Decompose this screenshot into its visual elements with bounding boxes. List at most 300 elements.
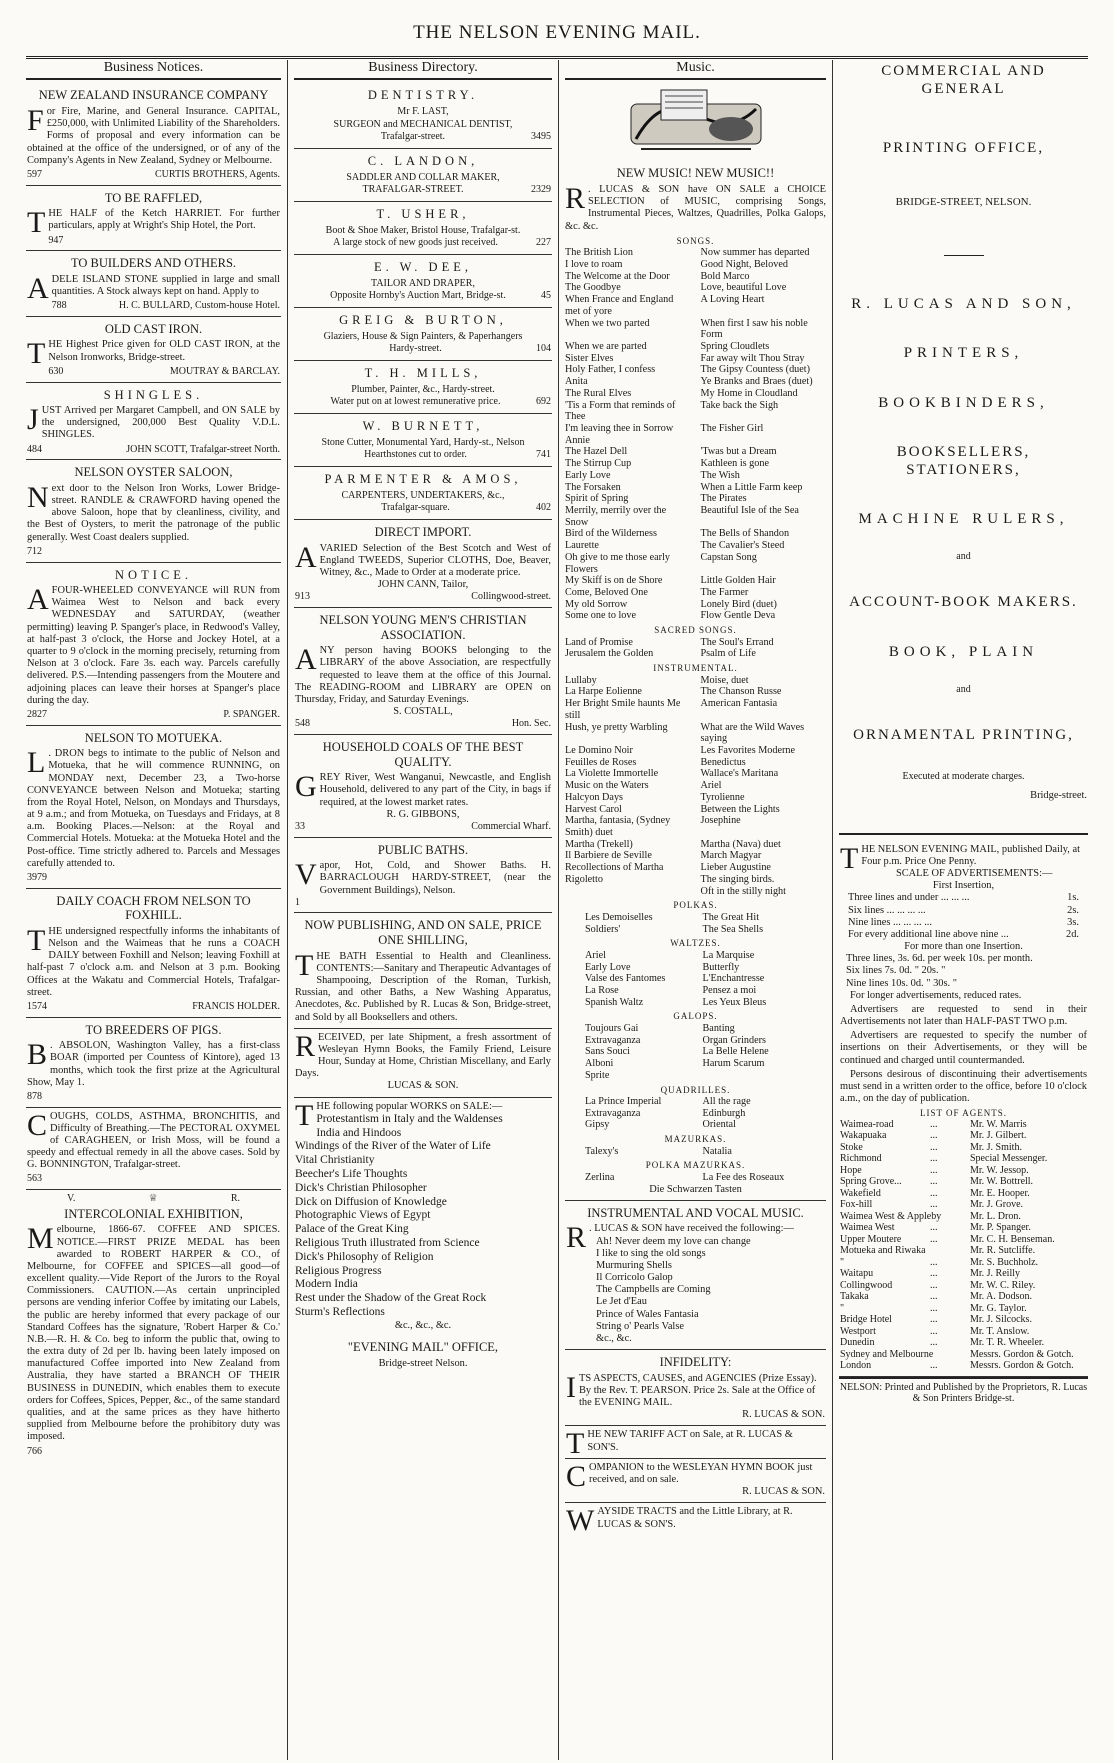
ad-text: L . DRON begs to intimate to the public of Nelson and Motueka, that he will commence RUNNING, on MONDAY next, December 23, a Two-horse CONVEYANCE between Nelson and Motueka; starting from the Royal Hotel, Nelson, on Mondays and Thursdays, at 9 a.m.; and from Motueka, on Tuesdays and Fridays, at 8 a.m. Booking Places.—Nelson: at the Royal and Commercial Hotels. Motueka: at the Motueka Hotel and the Post-office. Time strictly adhered to. Parcels and Messages carefully attended to. (27, 746, 280, 869)
ad-body (27, 1040, 280, 1089)
agent-place: Hope (840, 1164, 862, 1176)
music-title: Extravaganza (585, 1034, 641, 1046)
music-title: Talexy's (585, 1145, 619, 1157)
crest-line (27, 1193, 280, 1205)
tariff-ad (565, 1426, 826, 1461)
directory-ad (294, 1029, 552, 1098)
agent-name: Mr. J. Grove. (970, 1199, 1024, 1211)
music-title: Feuilles de Roses (565, 756, 637, 768)
ad-number: 1 (295, 896, 300, 908)
agent-place: Stoke (840, 1141, 863, 1153)
rate-label: Three lines and under ... ... ... (848, 892, 970, 904)
ad-title: INFIDELITY: (659, 1355, 732, 1370)
music-title: Love, beautiful Love (700, 282, 787, 294)
music-section-list (565, 950, 826, 1009)
music-title: The singing birds. (700, 873, 775, 885)
agent-place: Takaka (840, 1291, 869, 1303)
music-title: Now summer has departed (700, 247, 810, 259)
drop-cap: A (27, 583, 49, 617)
agent-row (840, 1337, 1087, 1349)
printing-street: BRIDGE-STREET, NELSON. (895, 195, 1032, 208)
agent-place: " (840, 1256, 845, 1268)
agent-place: Sydney and Melbourne (840, 1348, 934, 1360)
music-title: What are the Wild Waves saying (700, 721, 805, 745)
agent-row (840, 1142, 1087, 1154)
ad-title: OLD CAST IRON. (104, 321, 203, 336)
listing-name: GREIG & BURTON, (339, 313, 507, 328)
ad-signature (295, 591, 551, 603)
music-section-heading: WALTZES. (670, 938, 721, 949)
music-title: I love to roam (565, 258, 623, 270)
drop-cap: J (27, 403, 39, 437)
listing-line (295, 502, 551, 514)
ad-title: SHINGLES. (103, 387, 204, 402)
column-rule (558, 60, 559, 1760)
ad-signature (27, 872, 280, 884)
music-title: The Farmer (700, 587, 749, 599)
ad-number: 630 (48, 365, 64, 377)
agent-place: Westport (840, 1325, 876, 1337)
listing-line: Boot & Shoe Maker, Bristol House, Trafalgar-st. (325, 224, 521, 236)
drop-cap: V (295, 858, 317, 892)
music-title: Oft in the stilly night (700, 885, 786, 897)
ad-number: 2329 (530, 184, 551, 196)
music-title: Il Barbiere de Seville (565, 850, 652, 862)
agent-name: Mr. T. Anslow. (970, 1325, 1030, 1337)
scale-note: Advertisers are requested to specify the number of insertions on their Advertisements, or they will be continued and charged until countermanded. (840, 1030, 1087, 1066)
agent-name: Mr. G. Taylor. (970, 1302, 1027, 1314)
drop-cap: R (295, 1029, 316, 1063)
music-title: The Rural Elves (565, 387, 632, 399)
music-title: Far away wilt Thou Stray (700, 352, 805, 364)
ad-number: 788 (51, 300, 67, 312)
directory-listing (294, 255, 552, 308)
notice-ad (26, 460, 281, 562)
music-title: Moise, duet (700, 674, 749, 686)
agent-place: Upper Moutere (840, 1233, 902, 1245)
notice-ad (26, 563, 281, 726)
ad-address: Commercial Wharf. (471, 820, 551, 832)
listing-text: Water put on at lowest remunerative price. (330, 396, 501, 408)
scale-note: For longer advertisements, reduced rates. (850, 989, 1022, 1001)
music-section-list (565, 1023, 826, 1082)
music-title: La Violette Immortelle (565, 768, 659, 780)
agent-name: Mr. J. Reilly (970, 1268, 1021, 1280)
directory-ad (294, 913, 552, 1028)
ad-text: For Fire, Marine, and General Insurance. CAPITAL, £250,000, with Unlimited Liability of the Shareholders. Forms of proposal and every information can be obtained at the office of the undersigned, or of any of the Company's Agents in New Zealand, Sydney or Melbourne. (27, 104, 280, 166)
imprint: NELSON: Printed and Published by the Proprietors, R. Lucas & Son Printers Bridge-st. (839, 1377, 1088, 1405)
listing-name: T. H. MILLS, (364, 366, 482, 381)
music-section-heading: SACRED SONGS. (654, 625, 737, 636)
column-heading: Music. (565, 60, 826, 80)
notice-ad (26, 726, 281, 889)
works-intro: THE following popular WORKS on SALE:— (295, 1098, 503, 1132)
music-title: The Wish (700, 469, 740, 481)
agent-dots: ... (930, 1233, 938, 1245)
music-section-heading: MAZURKAS. (664, 1134, 727, 1145)
work-title: Protestantism in Italy and the Waldenses (316, 1112, 503, 1125)
music-title: Sprite (585, 1069, 610, 1081)
ad-title: PUBLIC BATHS. (377, 842, 469, 857)
ad-title: TO BUILDERS AND OTHERS. (70, 256, 237, 271)
music-title: Land of Promise (565, 636, 633, 648)
music-title: Bird of the Wilderness (565, 528, 657, 540)
listing-line: Stone Cutter, Monumental Yard, Hardy-st., Nelson (321, 436, 525, 448)
agent-dots: ... (930, 1118, 938, 1130)
agent-name: Special Messenger. (970, 1153, 1048, 1165)
ad-signer: R. G. GIBBONS, (386, 808, 460, 820)
agent-place: Waitapu (840, 1268, 874, 1280)
listing-line: Glaziers, House & Sign Painters, & Paperhangers (323, 330, 523, 342)
agent-name: Mr. R. Sutcliffe. (970, 1245, 1036, 1257)
ad-number: 227 (536, 237, 551, 249)
music-intro: R . LUCAS & SON have ON SALE a CHOICE SELECTION of MUSIC, comprising Songs, Instrumental Pieces, Waltzes, Quadrilles, Polka Galops, &c. &c. (565, 182, 826, 232)
ad-text: THE Highest Price given for OLD CAST IRON, at the Nelson Ironworks, Bridge-street. (27, 337, 280, 371)
music-title: Benedictus (700, 756, 746, 768)
agent-dots: ... (930, 1141, 938, 1153)
ad-signature (52, 300, 280, 312)
music-title: Come, Beloved One (565, 587, 648, 599)
directory-ad (294, 735, 552, 838)
printing-office-ad (839, 60, 1088, 835)
scale-first: First Insertion, (932, 880, 995, 892)
music-title: My Home in Cloudland (700, 387, 798, 399)
rate-value: 1s. (1067, 892, 1079, 904)
music-title: When we two parted (565, 317, 650, 329)
music-title: Toujours Gai (585, 1022, 639, 1034)
piece-title: The Campbells are Coming (596, 1284, 711, 1296)
piece-title: &c., &c. (596, 1332, 632, 1344)
drop-cap: G (295, 770, 317, 804)
ad-number: 913 (295, 591, 310, 603)
agent-place: Bridge Hotel (840, 1314, 892, 1326)
agent-place: Collingwood (840, 1279, 893, 1291)
notice-ad (26, 83, 281, 185)
agent-row (840, 1153, 1087, 1165)
agent-dots: ... (930, 1268, 938, 1280)
notice-ad (26, 1018, 281, 1108)
music-title: When we are parted (565, 340, 647, 352)
piece-list (566, 1236, 825, 1346)
scale-more: For more than one Insertion. (904, 941, 1023, 953)
drop-cap: A (295, 643, 317, 677)
agent-name: Mr. A. Dodson. (970, 1291, 1032, 1303)
ad-signature (27, 1001, 280, 1013)
music-title: Gipsy (585, 1119, 610, 1131)
agent-dots: ... (930, 1176, 938, 1188)
printing-service: and (956, 550, 971, 562)
music-title: La Marquise (702, 949, 755, 961)
printing-service: ACCOUNT-BOOK MAKERS. (849, 594, 1078, 611)
music-headline: NEW MUSIC! NEW MUSIC!! (616, 166, 775, 181)
music-title: Spanish Waltz (585, 996, 644, 1008)
drop-cap: C (27, 1108, 48, 1142)
work-title: Rest under the Shadow of the Great Rock (295, 1292, 487, 1305)
ad-text: THE BATH Essential to Health and Cleanliness. CONTENTS:—Sanitary and Therapeutic Advantages of Shampooing, Description of the Roman, Turkish, Russian, and other Baths, a New Washing Apparatus, Anecdotes, &c. Published by R. Lucas & Son, Bridge-street, and Sold by all Booksellers and others. (295, 948, 551, 1023)
agent-dots: ... (930, 1302, 938, 1314)
ad-text: R . LUCAS & SON have received the following:— (566, 1221, 794, 1255)
printing-divider (944, 255, 984, 256)
agent-place: Fox-hill (840, 1199, 873, 1211)
music-section-list (565, 1096, 826, 1131)
ad-number: 484 (27, 443, 42, 455)
music-title: Alboni (585, 1058, 614, 1070)
agents-title: LIST OF AGENTS. (919, 1108, 1008, 1119)
drop-cap: T (566, 1427, 585, 1461)
ad-signature (295, 897, 551, 909)
directory-listing (294, 467, 552, 520)
ad-number: 597 (27, 168, 42, 180)
music-title: Harvest Carol (565, 803, 622, 815)
piece-title: String o' Pearls Valse (596, 1320, 684, 1332)
agent-dots: ... (930, 1291, 938, 1303)
listing-line: Mr F. LAST, (397, 106, 449, 117)
ad-signature (27, 1173, 280, 1185)
evening-mail-ad (839, 841, 1088, 1377)
music-title: The Sea Shells (702, 923, 764, 935)
masthead-rule (26, 56, 1088, 59)
works-etc: &c., &c., &c. (394, 1319, 452, 1331)
music-title: Music on the Waters (565, 780, 649, 792)
printing-service: and (956, 683, 971, 695)
notice-ad (26, 1190, 281, 1461)
agent-place: Waimea West & Appleby (840, 1210, 942, 1222)
ad-body (27, 1108, 280, 1172)
ad-signer: LUCAS & SON. (387, 1080, 459, 1092)
music-column (565, 60, 826, 1760)
agent-dots: ... (930, 1279, 938, 1291)
piece-title: Ah! Never deem my love can change (596, 1235, 751, 1247)
music-title: When France and England met of yore (565, 294, 674, 317)
listing-name: W. BURNETT, (362, 419, 484, 434)
agent-row (840, 1326, 1087, 1338)
music-title: Edinburgh (702, 1107, 746, 1119)
scale-note: Advertisers are requested to send in their Advertisements not later than HALF-PAST TWO p.m. (840, 1003, 1087, 1028)
agent-dots: ... (930, 1187, 938, 1199)
ad-text: ADELE ISLAND STONE supplied in large and small quantities. A Stock always kept on hand. Apply to (27, 271, 280, 305)
music-title: Organ Grinders (702, 1034, 766, 1046)
music-title: The Fisher Girl (700, 422, 764, 434)
drop-cap: M (27, 1222, 54, 1256)
music-title: Josephine (700, 815, 741, 827)
ad-signature (27, 546, 280, 558)
music-title: Holy Father, I confess (565, 364, 656, 376)
column-heading: Business Directory. (294, 60, 552, 80)
page-columns (26, 60, 1088, 1760)
music-section-heading: POLKA MAZURKAS. (645, 1160, 746, 1171)
ad-signature (48, 235, 280, 247)
music-title: Zerlina (585, 1171, 615, 1183)
listing-line (295, 343, 551, 355)
music-title: Recollections of Martha (565, 862, 664, 874)
agent-name: Mr. C. H. Benseman. (970, 1233, 1055, 1245)
ad-text: COMPANION to the WESLEYAN HYMN BOOK just received, and on sale. (566, 1459, 813, 1493)
music-title: Flow Gentle Deva (700, 610, 776, 622)
agent-dots: ... (930, 1314, 938, 1326)
printing-address: Bridge-street. (1030, 790, 1087, 802)
music-title: The Chanson Russe (700, 686, 782, 698)
ad-title: NOTICE. (115, 567, 192, 582)
music-title: Early Love (565, 469, 611, 481)
agent-name: Mr. W. Marris (970, 1118, 1027, 1130)
ad-number: 33 (295, 820, 305, 832)
popular-works-ad (294, 1098, 552, 1374)
ad-number: 3495 (530, 131, 551, 143)
music-section-list (565, 675, 826, 898)
ad-title: NELSON YOUNG MEN'S CHRISTIAN ASSOCIATION. (319, 613, 527, 642)
ad-signature (295, 821, 551, 833)
music-section-list (565, 637, 826, 660)
music-title: Die Schwarzen Tasten (565, 1184, 826, 1201)
ad-text: Melbourne, 1866-67. COFFEE AND SPICES. NOTICE.—FIRST PRIZE MEDAL has been awarded to ROBERT HARPER & CO., of Melbourne, for COFFEE and SPICES—all good—of excellent quality.—Vide Report of the Jurors to the Royal Commissioners. CAUTION.—As certain unprincipled persons are vending inferior Coffee by imitating our Labels, the public are hereby informed that every package of our Standard Coffees has the signature, 'Robert Harper & Co.' N.B.—R. H. & Co. beg to inform the public that, owing to the extra duty of 2d per lb. having been lately imposed on manufactured Coffee imported into New Zealand from Australia, they have started a BRANCH OF THEIR BUSINESS in DUNEDIN, which enables them to execute orders for Coffees, Spices, Pepper, &c., of the same standard qualities, and at the same prices as they have hitherto supplied from Melbourne before the prohibitory duty was imposed. (27, 1222, 280, 1443)
music-title: Little Golden Hair (700, 575, 776, 587)
music-title: Tyrolienne (700, 791, 745, 803)
music-title (565, 886, 691, 898)
music-title: Rigoletto (565, 873, 603, 885)
agent-name: Messrs. Gordon & Gotch. (970, 1360, 1074, 1372)
agent-row (840, 1303, 1087, 1315)
music-title: Harum Scarum (702, 1058, 765, 1070)
music-title: Ariel (585, 949, 606, 961)
agent-name: Mr. W. Jessop. (970, 1164, 1029, 1176)
music-title: All the rage (702, 1096, 751, 1108)
companion-ad (565, 1459, 826, 1504)
ad-signer: FRANCIS HOLDER. (192, 1000, 280, 1012)
drop-cap: B (27, 1038, 48, 1072)
music-title: The Goodbye (565, 282, 621, 294)
ad-body (27, 748, 280, 870)
ad-number: 2827 (27, 708, 47, 720)
listing-line (295, 237, 551, 249)
music-title: Take back the Sigh (700, 399, 779, 411)
ad-text: THE HALF of the Ketch HARRIET. For further particulars, apply at Wright's Ship Hotel, the Port. (27, 206, 280, 240)
music-title (703, 1070, 807, 1082)
agent-name: Mr. J. Silcocks. (970, 1314, 1032, 1326)
ad-title: INTERCOLONIAL EXHIBITION, (64, 1206, 243, 1221)
agent-dots: ... (930, 1325, 938, 1337)
music-title: The Forsaken (565, 481, 621, 493)
listing-line: CARPENTERS, UNDERTAKERS, &c., (341, 489, 505, 501)
printing-service: BOOKSELLERS, STATIONERS, (896, 444, 1031, 478)
printing-service: BOOK, PLAIN (888, 644, 1039, 661)
printing-heading: COMMERCIAL AND GENERAL (881, 63, 1046, 97)
music-title: Bold Marco (700, 270, 750, 282)
music-title: Lieber Augustine (700, 862, 771, 874)
agent-dots: ... (930, 1360, 938, 1372)
printing-office: PRINTING OFFICE, (882, 140, 1045, 157)
ad-text: THE NELSON EVENING MAIL, published Daily, at Four p.m. Price One Penny. (840, 841, 1080, 875)
work-title: Vital Christianity (295, 1154, 375, 1167)
music-title: The Pirates (700, 493, 747, 505)
printing-column (839, 60, 1088, 1760)
ad-signer: MOUTRAY & BARCLAY. (169, 365, 280, 377)
listing-name: PARMENTER & AMOS, (324, 472, 522, 487)
ad-signature (295, 718, 551, 730)
music-title: American Fantasia (700, 698, 778, 710)
ad-text: COUGHS, COLDS, ASTHMA, BRONCHITIS, and Difficulty of Breathing.—The PECTORAL OXYMEL of CARAGHEEN, or Irish Moss, will be found a speedy and effectual remedy in all the above cases. Sold by G. BONNINGTON, Trafalgar-street. (27, 1108, 280, 1171)
listing-line: SADDLER AND COLLAR MAKER, (346, 171, 500, 183)
listing-line (295, 131, 551, 143)
music-title: Psalm of Life (700, 648, 756, 660)
music-title: L'Enchantresse (702, 973, 765, 985)
music-title: Martha (Nava) duet (700, 838, 781, 850)
agent-name: Mr. P. Spanger. (970, 1222, 1031, 1234)
music-title: La Rose (585, 984, 619, 996)
work-title: Dick's Christian Philosopher (295, 1181, 427, 1194)
music-title: Some one to love (565, 610, 637, 622)
music-title: Early Love (585, 961, 631, 973)
music-section-heading: GALOPS. (673, 1011, 718, 1022)
agent-row (840, 1360, 1087, 1372)
music-title: Ariel (700, 780, 722, 792)
ad-number: 712 (27, 545, 42, 557)
agent-row (840, 1257, 1087, 1269)
music-title: Anita (565, 376, 588, 388)
music-title: Ye Branks and Braes (duet) (700, 376, 813, 388)
agent-row (840, 1222, 1087, 1234)
ad-title: NEW ZEALAND INSURANCE COMPANY (38, 88, 269, 103)
listing-line: TAILOR AND DRAPER, (371, 277, 475, 289)
drop-cap: T (27, 206, 46, 240)
music-title: 'Tis a Form that reminds of Thee (565, 399, 676, 423)
ad-signer: P. SPANGER. (223, 708, 280, 720)
work-title: Religious Progress (295, 1264, 382, 1277)
drop-cap: T (27, 337, 46, 371)
listing-line (295, 396, 551, 408)
drop-cap: W (566, 1504, 595, 1538)
piece-title: Murmuring Shells (596, 1259, 672, 1271)
music-title: My Skiff is on de Shore (565, 575, 663, 587)
ad-address: Collingwood-street. (471, 591, 551, 603)
agent-name: Mr. W. Bottrell. (970, 1176, 1034, 1188)
rate-value: 2d. (1066, 928, 1079, 940)
agent-name: Mr. S. Buchholz. (970, 1256, 1039, 1268)
drop-cap: N (27, 480, 49, 514)
works-address: Bridge-street Nelson. (378, 1357, 468, 1369)
piece-title: Prince of Wales Fantasia (596, 1308, 699, 1320)
agent-name: Mr. E. Hooper. (970, 1187, 1030, 1199)
ad-title: INSTRUMENTAL AND VOCAL MUSIC. (587, 1205, 804, 1220)
agent-row (840, 1188, 1087, 1200)
crest-left: V. (67, 1193, 76, 1205)
notice-ad (26, 1108, 281, 1191)
ad-title: TO BE RAFFLED, (104, 190, 203, 205)
listing-line: Plumber, Painter, &c., Hardy-street. (351, 383, 495, 395)
listing-text: Opposite Hornby's Auction Mart, Bridge-st. (330, 290, 506, 302)
drop-cap: T (27, 923, 46, 957)
column-rule (832, 60, 833, 1760)
agent-dots: ... (930, 1199, 938, 1211)
music-title: The Welcome at the Door (565, 270, 670, 282)
ad-number: 947 (48, 234, 64, 246)
music-title: Wallace's Maritana (700, 768, 779, 780)
music-section-list (565, 1172, 826, 1184)
rate-label: For every additional line above nine ... (848, 928, 1009, 940)
wayside-ad (565, 1503, 826, 1538)
music-section-list (565, 247, 826, 622)
music-title: Valse des Fantomes (585, 973, 666, 985)
drop-cap: T (840, 841, 859, 875)
agent-place: " (840, 1302, 845, 1314)
ad-number: 741 (536, 449, 551, 461)
ad-number: 692 (536, 396, 551, 408)
agent-row (840, 1165, 1087, 1177)
infidelity-ad (565, 1350, 826, 1426)
music-title: Lonely Bird (duet) (700, 598, 777, 610)
music-title: Kathleen is gone (700, 458, 769, 470)
drop-cap: A (295, 540, 317, 574)
directory-listing (294, 149, 552, 202)
